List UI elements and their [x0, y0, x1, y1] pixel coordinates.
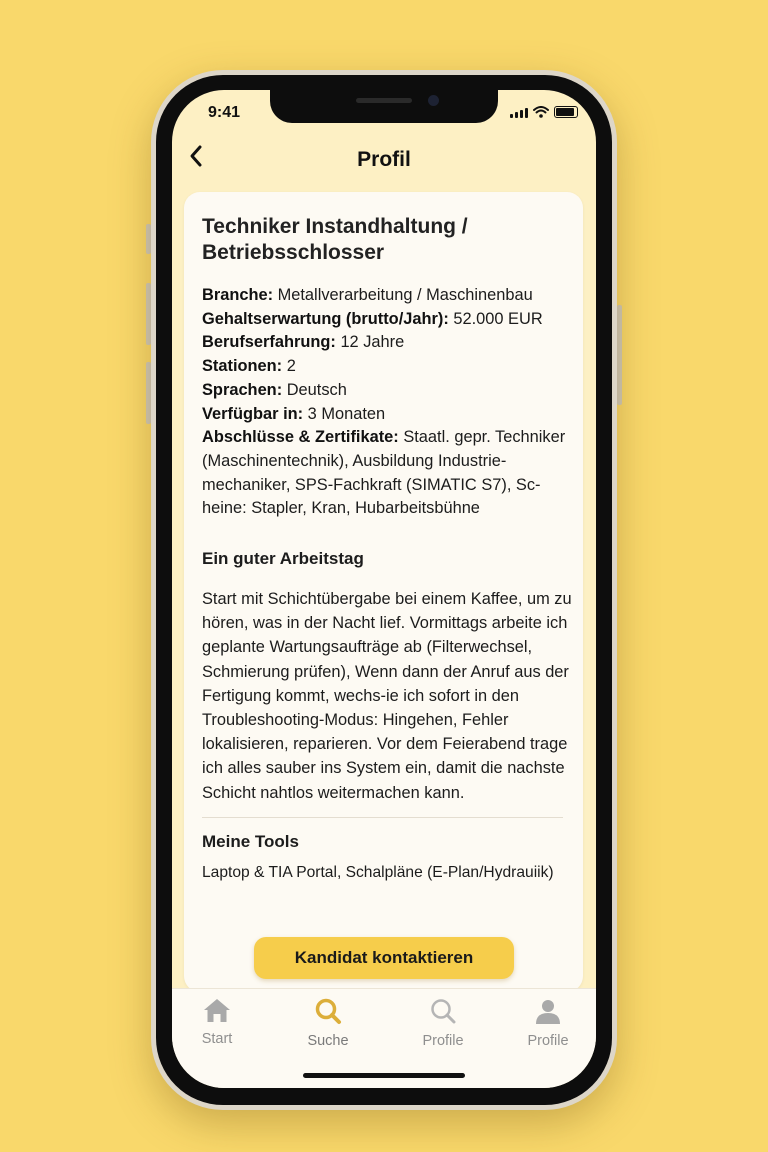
- job-title: Techniker Instandhaltung / Betriebsschlosser: [202, 215, 468, 264]
- search-icon: [429, 997, 457, 1025]
- fact-languages: Sprachen: Deutsch: [202, 380, 347, 399]
- tab-search-label: Suche: [307, 1033, 349, 1049]
- person-icon: [534, 997, 562, 1025]
- fact-industry: Branche: Metallverarbeitung / Maschinenbau: [202, 286, 533, 304]
- page-title: Profil: [357, 148, 411, 171]
- tools-text: Laptop & TIA Portal, Schalpläne (E-Plan/Hydrauiik): [202, 863, 554, 881]
- tab-search[interactable]: [278, 997, 378, 1049]
- status-time: 9:41: [208, 104, 241, 121]
- home-indicator[interactable]: [303, 1073, 465, 1078]
- workday-text: Start mit Schichtübergabe bei einem Kaffee, um zu hören, was in der Nacht lief. Vormittags arbeite ich geplante Wartungsaufträge ab (Filterwechsel, Schmierung prüfen), Wenn dann der Anruf aus der Fertigung kommt, wechs-ie ich sofort in den Troubleshooting-Modus: Hingehen, Fehler lokalisieren, reparieren. Vor dem Feierabend trage ich alles sauber ins System ein, damit die nachste Schicht nahtlos weitermachen kann.: [202, 590, 572, 802]
- workday-heading: Ein guter Arbeitstag: [202, 549, 364, 569]
- phone-screen: [172, 90, 596, 1088]
- profile-card: [184, 192, 583, 992]
- signal-icon: [510, 108, 528, 118]
- tab-start[interactable]: [172, 997, 267, 1047]
- wifi-icon: [533, 106, 549, 118]
- tab-start-label: Start: [201, 1031, 233, 1047]
- profile-facts: [202, 284, 581, 521]
- fact-availability: Verfügbar in: 3 Monaten: [202, 404, 386, 423]
- front-camera: [428, 95, 439, 106]
- fact-stations: Stationen: 2: [202, 357, 296, 376]
- notch: [270, 90, 498, 123]
- battery-icon: [554, 106, 578, 118]
- fact-certificates: Abschlüsse & Zertifikate: Staatl. gepr. Techniker (Maschinentechnik), Ausbildung Industrie-mechaniker, SPS-Fachkraft (SIMATIC S7), Sc-heine: Stapler, Kran, Hubarbeitsbühne: [202, 428, 566, 518]
- speaker-grille: [356, 98, 412, 103]
- tab-profile[interactable]: [498, 997, 596, 1049]
- fact-salary: Gehaltserwartung (brutto/Jahr): 52.000 EUR: [202, 309, 543, 328]
- home-icon: [202, 997, 232, 1023]
- tab-profile-label: Profile: [527, 1033, 569, 1049]
- tab-profile-search-label: Profile: [422, 1033, 464, 1049]
- tab-profile-search[interactable]: [393, 997, 493, 1049]
- fact-experience: Berufserfahrung: 12 Jahre: [202, 333, 405, 352]
- status-icons: [510, 106, 578, 118]
- search-icon: [314, 997, 342, 1025]
- tools-heading: Meine Tools: [202, 831, 299, 851]
- contact-candidate-button[interactable]: Kandidat kontaktieren: [254, 937, 514, 979]
- side-button: [617, 305, 622, 405]
- divider: [202, 817, 563, 818]
